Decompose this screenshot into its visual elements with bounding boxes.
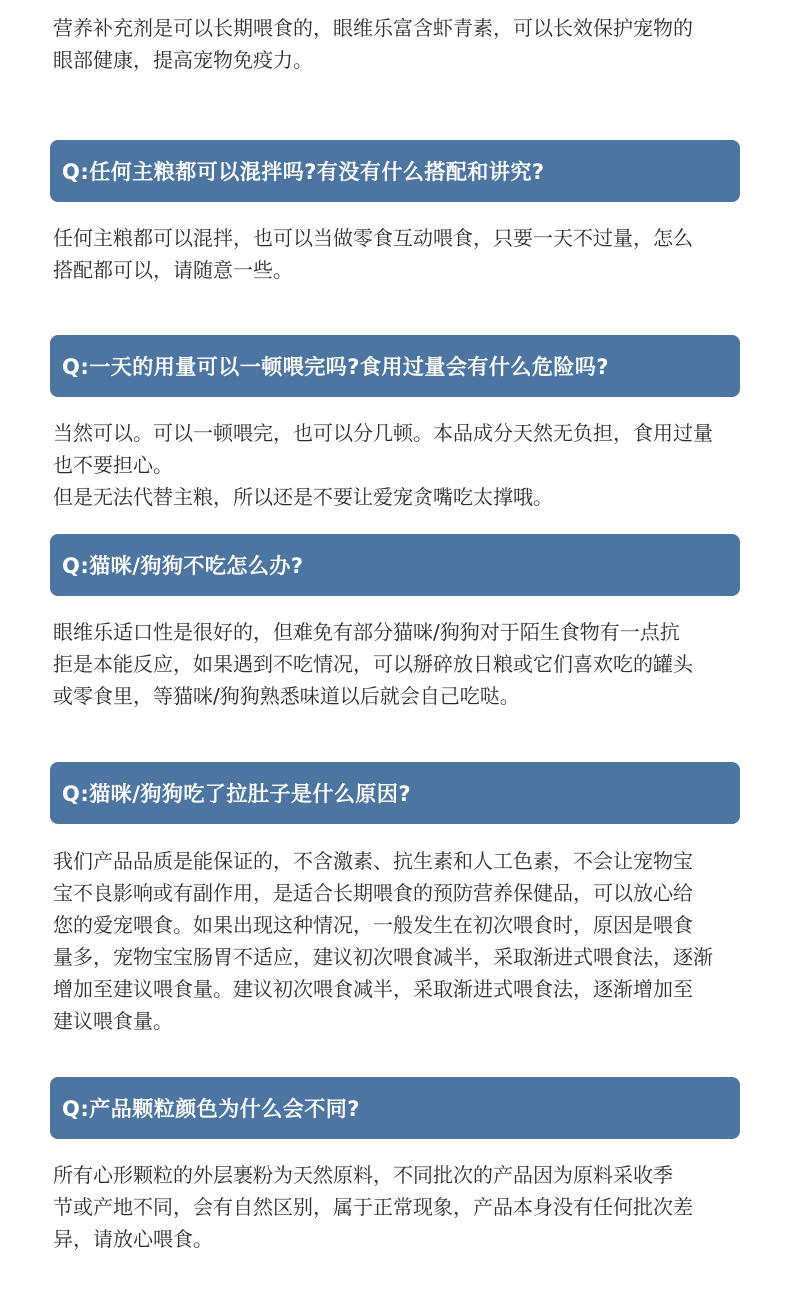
answer-line: 任何主粮都可以混拌，也可以当做零食互动喂食，只要一天不过量，怎么 — [53, 226, 693, 250]
answer-line: 量多，宠物宝宝肠胃不适应，建议初次喂食减半，采取渐进式喂食法，逐渐 — [53, 945, 713, 969]
intro-line: 营养补充剂是可以长期喂食的，眼维乐富含虾青素，可以长效保护宠物的 — [53, 16, 693, 40]
answer-line: 节或产地不同，会有自然区别，属于正常现象，产品本身没有任何批次差 — [53, 1195, 693, 1219]
answer-line: 眼维乐适口性是很好的，但难免有部分猫咪/狗狗对于陌生食物有一点抗 — [53, 620, 680, 644]
faq-question-bar-dosage — [50, 335, 740, 397]
faq-answer-not-eating — [53, 616, 743, 712]
answer-line: 搭配都可以，请随意一些。 — [53, 258, 293, 282]
answer-line: 您的爱宠喂食。如果出现这种情况，一般发生在初次喂食时，原因是喂食 — [53, 913, 693, 937]
faq-question-bar-color — [50, 1077, 740, 1139]
faq-question-text: Q:猫咪/狗狗吃了拉肚子是什么原因? — [62, 782, 412, 806]
faq-question-text: Q:任何主粮都可以混拌吗?有没有什么搭配和讲究? — [62, 160, 545, 184]
faq-question-bar-not-eating — [50, 534, 740, 596]
faq-question-text: Q:产品颗粒颜色为什么会不同? — [62, 1097, 360, 1121]
answer-line: 拒是本能反应，如果遇到不吃情况，可以掰碎放日粮或它们喜欢吃的罐头 — [53, 652, 693, 676]
faq-question-bar-mixing — [50, 140, 740, 202]
answer-line: 当然可以。可以一顿喂完，也可以分几顿。本品成分天然无负担，食用过量 — [53, 421, 713, 445]
faq-answer-diarrhea — [53, 845, 743, 1037]
faq-question-bar-diarrhea — [50, 762, 740, 824]
faq-question-text: Q:一天的用量可以一顿喂完吗?食用过量会有什么危险吗? — [62, 355, 610, 379]
faq-answer-color — [53, 1159, 743, 1255]
answer-line: 建议喂食量。 — [53, 1009, 173, 1033]
answer-line: 异，请放心喂食。 — [53, 1227, 213, 1251]
answer-line: 我们产品品质是能保证的，不含激素、抗生素和人工色素，不会让宠物宝 — [53, 849, 693, 873]
answer-line: 也不要担心。 — [53, 453, 173, 477]
faq-question-text: Q:猫咪/狗狗不吃怎么办? — [62, 554, 304, 578]
answer-line: 但是无法代替主粮，所以还是不要让爱宠贪嘴吃太撑哦。 — [53, 485, 553, 509]
faq-answer-dosage — [53, 417, 743, 513]
answer-line: 宝不良影响或有副作用，是适合长期喂食的预防营养保健品，可以放心给 — [53, 881, 693, 905]
answer-line: 或零食里，等猫咪/狗狗熟悉味道以后就会自己吃哒。 — [53, 684, 520, 708]
intro-line: 眼部健康，提高宠物免疫力。 — [53, 48, 313, 72]
intro-paragraph — [53, 12, 743, 76]
answer-line: 所有心形颗粒的外层裹粉为天然原料，不同批次的产品因为原料采收季 — [53, 1163, 673, 1187]
answer-line: 增加至建议喂食量。建议初次喂食减半，采取渐进式喂食法，逐渐增加至 — [53, 977, 693, 1001]
faq-answer-mixing — [53, 222, 743, 286]
